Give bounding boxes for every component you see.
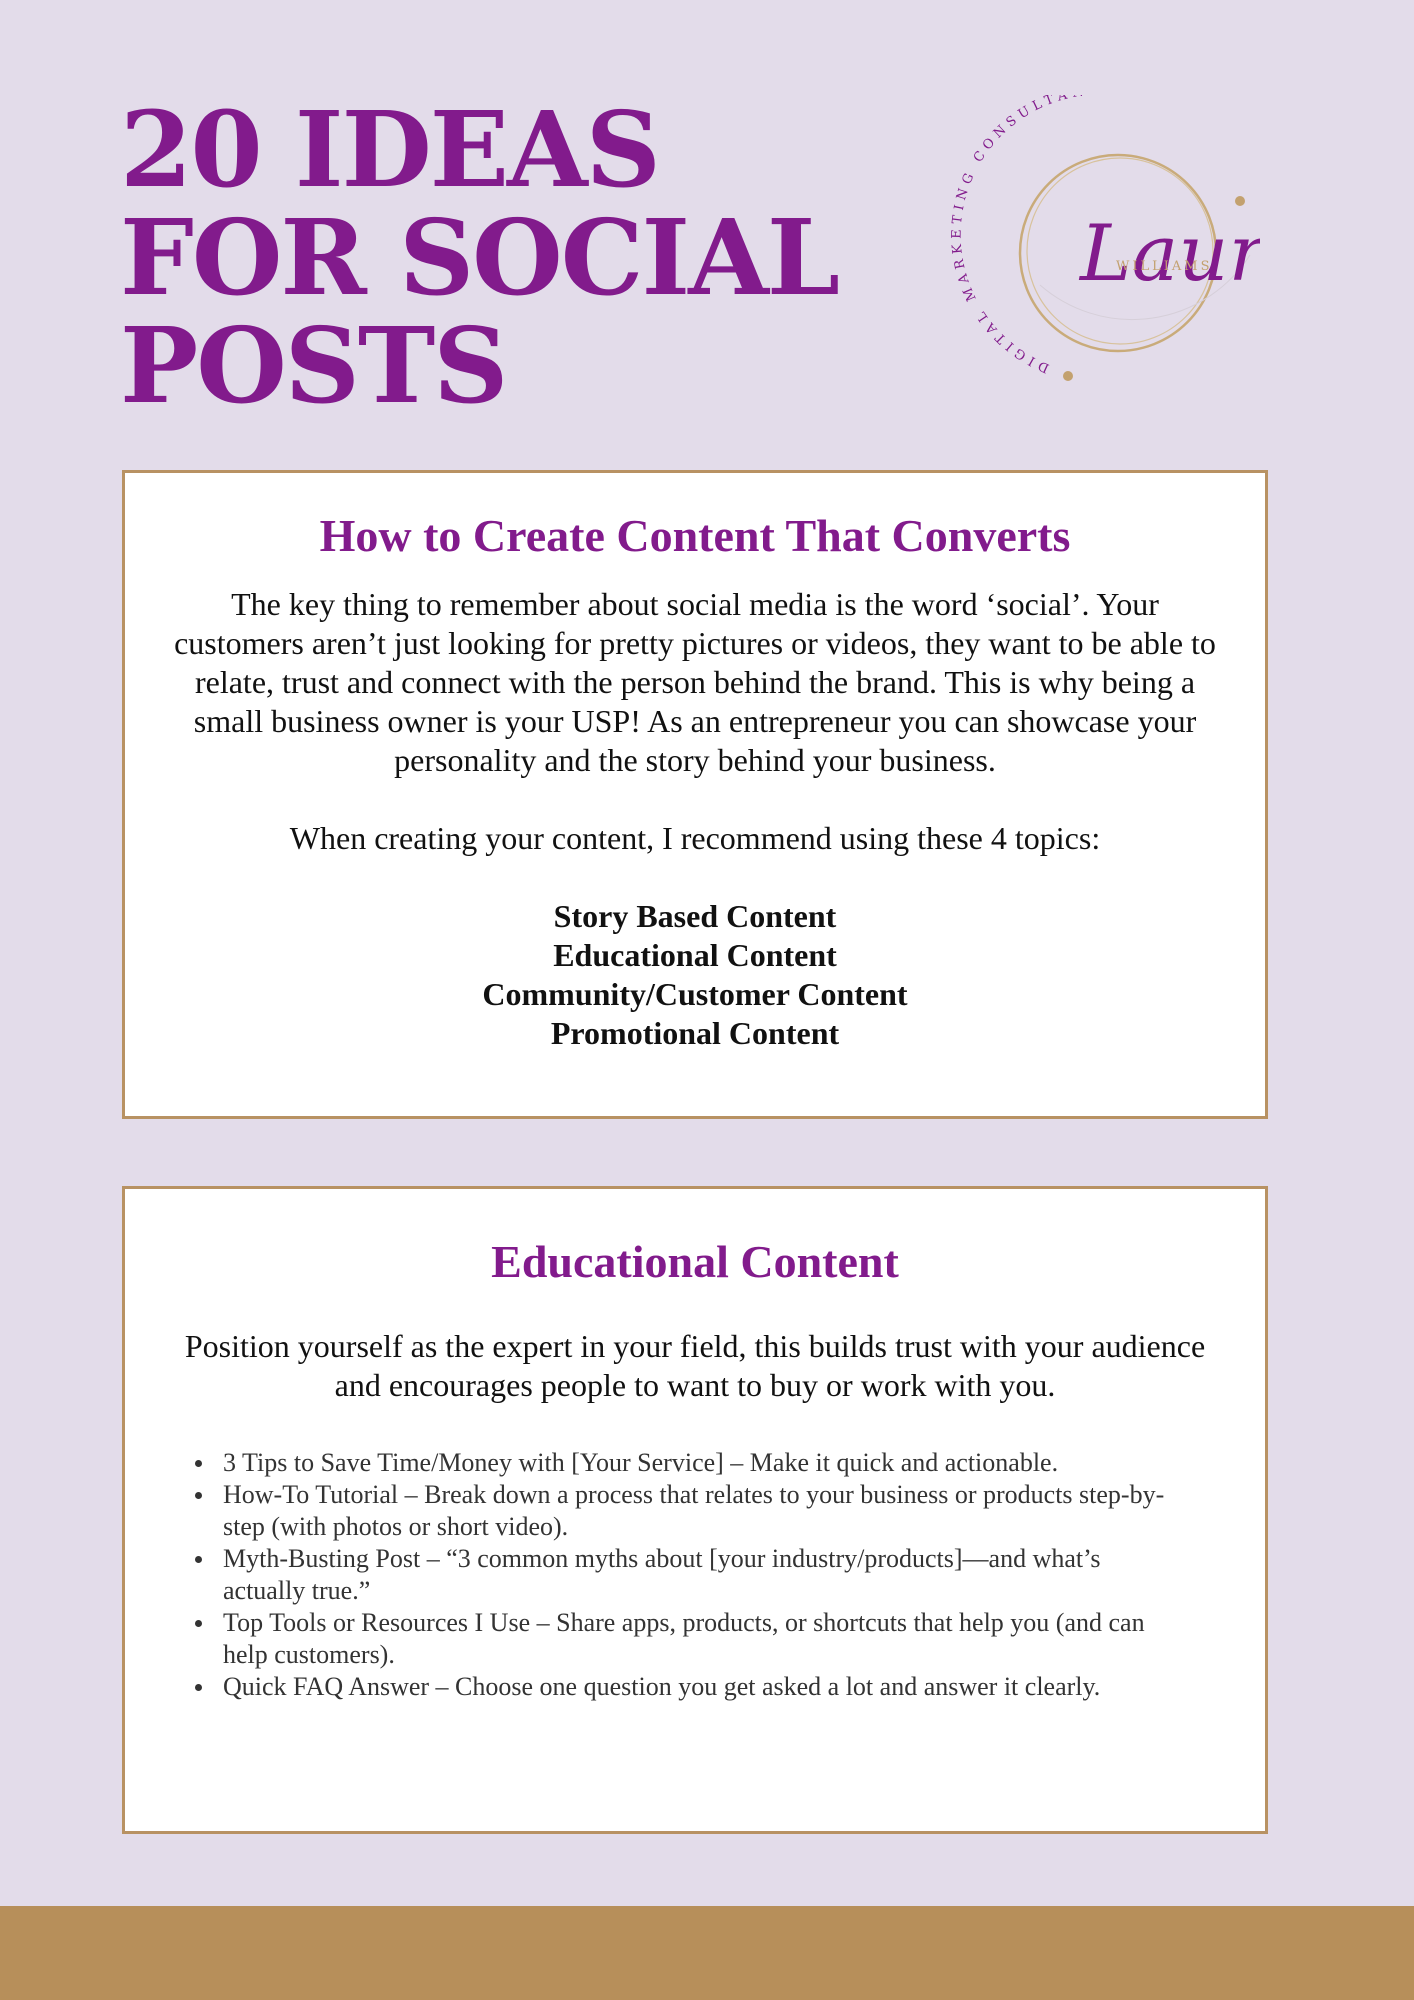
- title-line-3: POSTS: [120, 304, 507, 427]
- topic-item: Story Based Content: [553, 898, 837, 934]
- idea-text: Myth-Busting Post – “3 common myths about [your industry/products]—and what’s actually true.”: [223, 1544, 1101, 1605]
- idea-text: Top Tools or Resources I Use – Share apps, products, or shortcuts that help you (and can help customers).: [223, 1608, 1145, 1669]
- section-paragraph: Position yourself as the expert in your field, this builds trust with your audience and encourages people to want to buy or work with you.: [184, 1328, 1206, 1403]
- list-item: [223, 1479, 1171, 1543]
- logo-emblem-icon: [940, 95, 1260, 405]
- page-title: [120, 88, 839, 427]
- logo-surname: WILLIAMS: [1116, 259, 1213, 274]
- list-item: [223, 1607, 1171, 1671]
- ideas-list: [125, 1447, 1171, 1703]
- list-item: [223, 1671, 1171, 1703]
- bullet-icon: [195, 1556, 202, 1563]
- topics-list: [125, 897, 1265, 1053]
- section-heading: How to Create Content That Converts: [319, 510, 1071, 561]
- list-item: [223, 1447, 1171, 1479]
- topics-intro: When creating your content, I recommend using these 4 topics:: [289, 820, 1101, 856]
- topic-item: Community/Customer Content: [482, 976, 908, 1012]
- idea-text: Quick FAQ Answer – Choose one question you get asked a lot and answer it clearly.: [223, 1672, 1101, 1701]
- title-line-2: FOR SOCIAL: [120, 196, 839, 319]
- title-line-1: 20 IDEAS: [120, 88, 659, 211]
- educational-content-card: [122, 1186, 1268, 1834]
- logo-script-name: Lau: [1080, 209, 1229, 299]
- bullet-icon: [195, 1460, 202, 1467]
- bullet-icon: [195, 1492, 202, 1499]
- content-converts-card: [122, 470, 1268, 1119]
- logo-arc-text: DIGITAL MARKETING CONSULTA: [949, 95, 1074, 376]
- intro-paragraph: The key thing to remember about social media is the word ‘social’. Your customers aren’t just looking for pretty pictures or videos, they want to be able to relate, trust and connect with the person behind the brand. This is why being a small business owner is your USP! As an entrepreneur you can showcase your personality and the story behind your business.: [174, 586, 1216, 778]
- topic-item: Promotional Content: [550, 1015, 840, 1051]
- brand-logo: [940, 95, 1260, 405]
- list-item: [223, 1543, 1171, 1607]
- idea-text: 3 Tips to Save Time/Money with [Your Service] – Make it quick and actionable.: [223, 1448, 1059, 1477]
- topic-item: Educational Content: [553, 937, 837, 973]
- bullet-icon: [195, 1684, 202, 1691]
- footer-band: [0, 1906, 1414, 2000]
- section-heading: Educational Content: [491, 1236, 899, 1287]
- bullet-icon: [195, 1620, 202, 1627]
- idea-text: How-To Tutorial – Break down a process that relates to your business or products step-by-step (with photos or short video).: [223, 1480, 1165, 1541]
